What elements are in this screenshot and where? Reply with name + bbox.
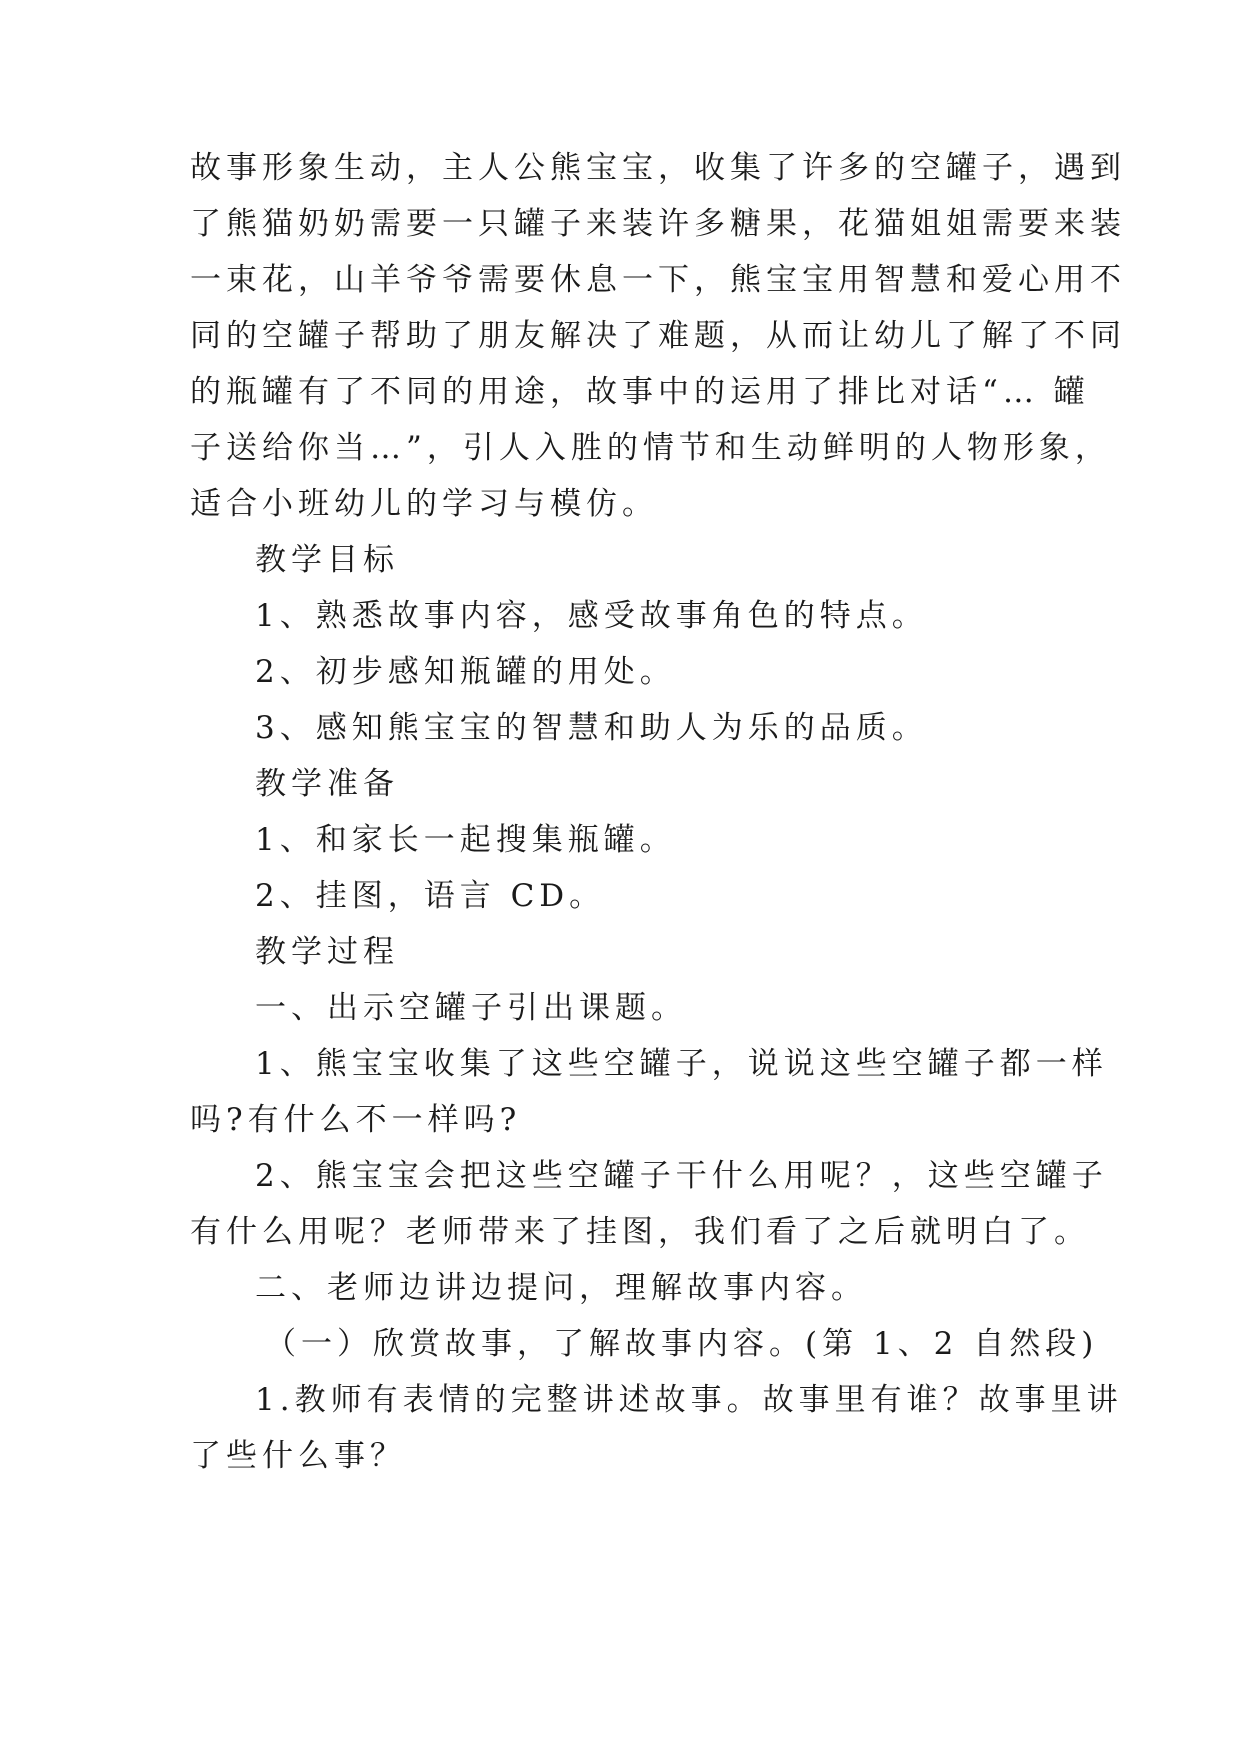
process-substep-1-item-line-2: 了些什么事？ [190, 1438, 406, 1474]
section-heading-preparation: 教学准备 [255, 766, 399, 802]
process-substep-1-item-line-1: 1.教师有表情的完整讲述故事。故事里有谁？故事里讲 [255, 1382, 1123, 1418]
objective-item-3: 3、感知熊宝宝的智慧和助人为乐的品质。 [255, 710, 928, 746]
section-heading-process: 教学过程 [255, 934, 399, 970]
process-question-1-line-2: 吗?有什么不一样吗? [190, 1102, 522, 1138]
process-step-2-heading: 二、老师边讲边提问，理解故事内容。 [255, 1270, 867, 1306]
paragraph-line-6: 子送给你当…”，引人入胜的情节和生动鲜明的人物形象， [190, 430, 1111, 466]
process-question-1-line-1: 1、熊宝宝收集了这些空罐子，说说这些空罐子都一样 [255, 1046, 1108, 1082]
paragraph-line-3: 一束花，山羊爷爷需要休息一下，熊宝宝用智慧和爱心用不 [190, 262, 1126, 298]
process-step-1-heading: 一、出示空罐子引出课题。 [255, 990, 687, 1026]
preparation-item-2: 2、挂图，语言 CD。 [255, 878, 606, 914]
paragraph-line-7: 适合小班幼儿的学习与模仿。 [190, 486, 658, 522]
paragraph-line-4: 同的空罐子帮助了朋友解决了难题，从而让幼儿了解了不同 [190, 318, 1126, 354]
process-question-2-line-1: 2、熊宝宝会把这些空罐子干什么用呢？，这些空罐子 [255, 1158, 1108, 1194]
preparation-item-1: 1、和家长一起搜集瓶罐。 [255, 822, 676, 858]
paragraph-line-5: 的瓶罐有了不同的用途，故事中的运用了排比对话“… 罐 [190, 374, 1090, 410]
objective-item-2: 2、初步感知瓶罐的用处。 [255, 654, 676, 690]
paragraph-line-2: 了熊猫奶奶需要一只罐子来装许多糖果，花猫姐姐需要来装 [190, 206, 1126, 242]
process-substep-1-heading: （一）欣赏故事，了解故事内容。(第 1、2 自然段) [265, 1326, 1099, 1362]
objective-item-1: 1、熟悉故事内容，感受故事角色的特点。 [255, 598, 928, 634]
process-question-2-line-2: 有什么用呢？老师带来了挂图，我们看了之后就明白了。 [190, 1214, 1090, 1250]
section-heading-objectives: 教学目标 [255, 542, 399, 578]
paragraph-line-1: 故事形象生动，主人公熊宝宝，收集了许多的空罐子，遇到 [190, 150, 1126, 186]
